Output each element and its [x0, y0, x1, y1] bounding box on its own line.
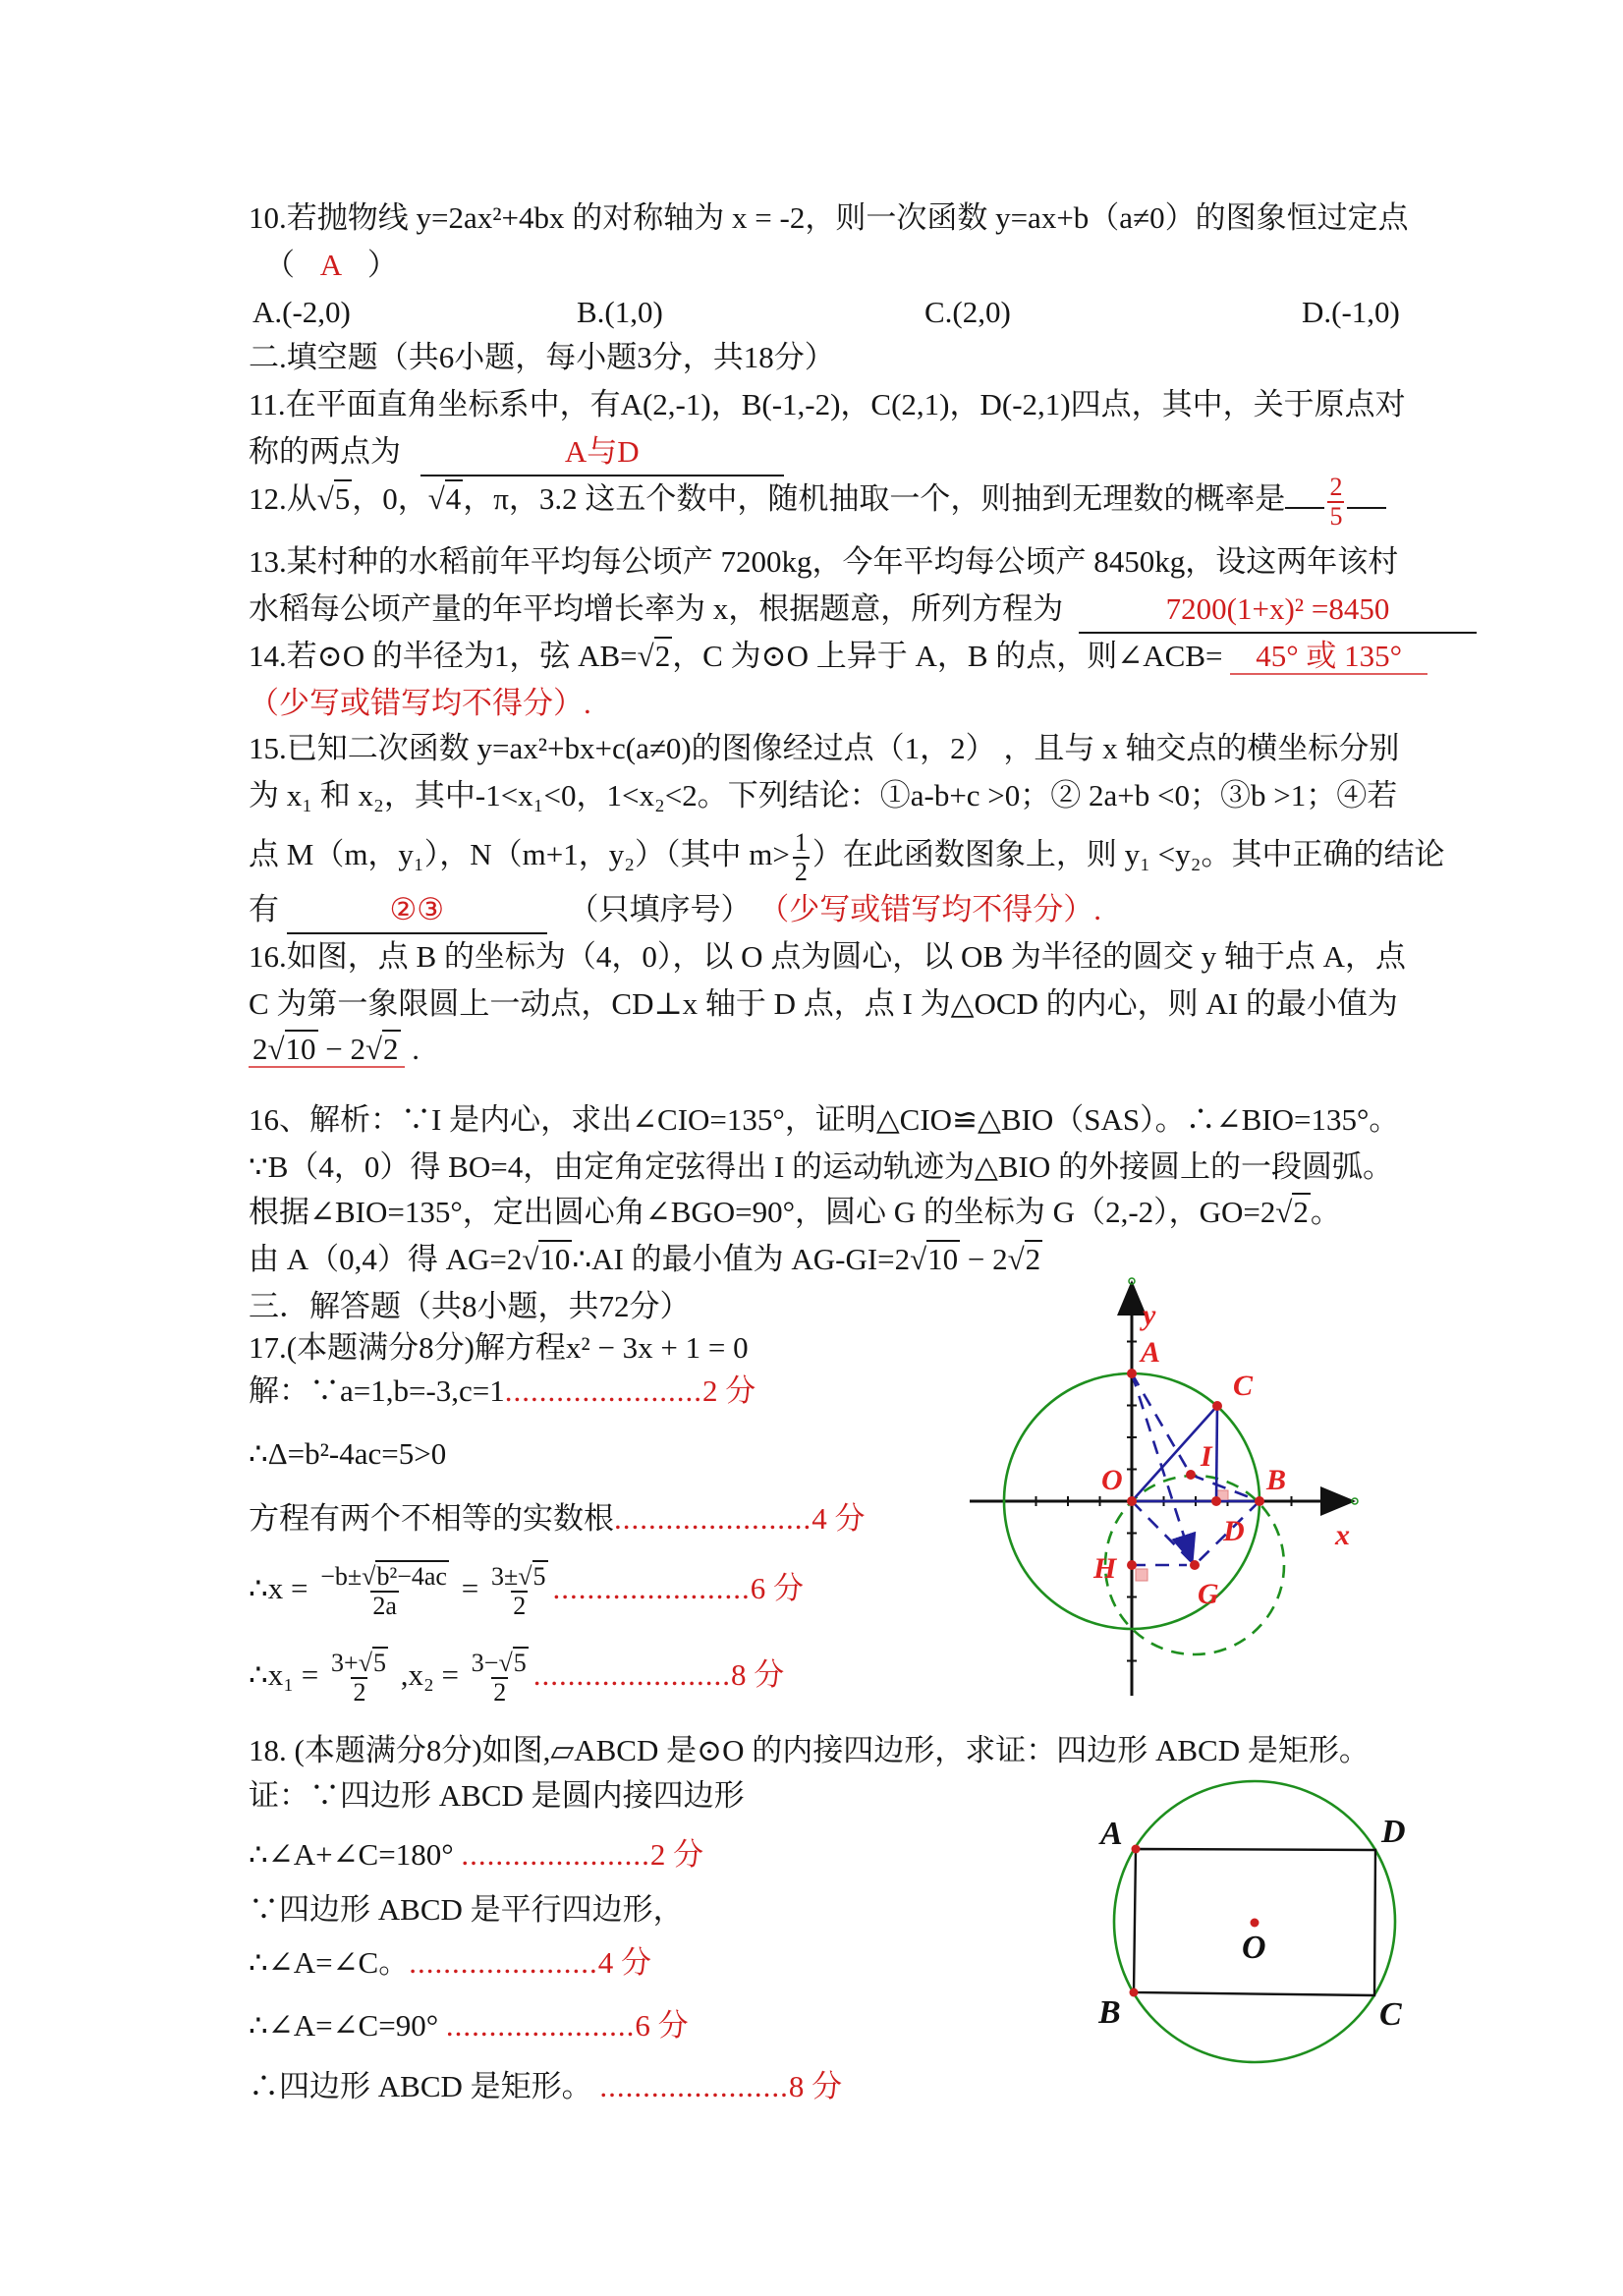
jiexi-text4c: − 2: [960, 1242, 1008, 1276]
quadratic-formula-fraction: [315, 1563, 454, 1620]
no-credit-note: [249, 680, 591, 726]
section3-header: [249, 1283, 691, 1329]
denominator: 2: [513, 1591, 527, 1620]
q16-line2: [249, 980, 1398, 1027]
q15-line4-prefix: 有: [249, 892, 279, 926]
score-label: 2 分: [702, 1373, 756, 1408]
q18-title-text: 18. (本题满分8分)如图,▱ABCD 是⊙O 的内接四边形，求证：四边形 ABCD 是矩形。: [249, 1733, 1370, 1767]
q15-line3: [249, 825, 1444, 886]
numerator: 1: [794, 827, 808, 857]
q14-line: [249, 633, 1427, 679]
sqrt-2: √2: [1275, 1195, 1309, 1229]
q16-answer-line: [249, 1024, 420, 1075]
q11-answer-blank: A与D: [420, 428, 784, 476]
q16-coordinate-figure: [958, 1258, 1380, 1705]
jiexi-line1: [249, 1096, 1399, 1143]
sqrt-2: √2: [637, 639, 671, 673]
point-label-H: H: [1093, 1552, 1117, 1585]
q10-text: 10.若抛物线 y=2ax²+4bx 的对称轴为 x = -2，则一次函数 y=ax+b（a≠0）的图象恒过定点: [249, 200, 1409, 235]
q13-line1: [249, 538, 1398, 585]
q15-line4-mid: （只填序号）: [568, 892, 752, 926]
step-text: ∴四边形 ABCD 是矩形。: [249, 2069, 592, 2103]
denominator: 5: [1329, 501, 1343, 531]
num-pre: 3−: [471, 1648, 499, 1677]
numerator: [489, 1563, 550, 1591]
axis-end-dot: [1129, 1278, 1135, 1284]
step-text: ∴Δ=b²-4ac=5>0: [249, 1436, 447, 1471]
q13-prefix: 水稻每公顷产量的年平均增长率为 x，根据题意，所列方程为: [249, 591, 1064, 626]
radicand: 10: [927, 1242, 959, 1276]
numerator: [470, 1650, 531, 1677]
jiexi-line3: [249, 1189, 1341, 1235]
step-text: ∵四边形 ABCD 是平行四边形，: [249, 1892, 684, 1927]
blank-segment: [1285, 507, 1324, 509]
q14-answer: 45° 或 135°: [1230, 639, 1427, 675]
q18-circle-figure: [1098, 1762, 1415, 2071]
jiexi-text1: 16、解析：∵I 是内心，求出∠CIO=135°，证明△CIO≌△BIO（SAS）。∴∠BIO=135°。: [249, 1102, 1400, 1137]
point-label-B: B: [1098, 1994, 1121, 2031]
q18-step1: [249, 1831, 703, 1877]
q12-answer-fraction: [1324, 474, 1347, 531]
step-text: ∴∠A=∠C。: [249, 1945, 410, 1980]
x1-fraction: [326, 1650, 393, 1707]
jiexi-text3b: 。: [1310, 1195, 1341, 1229]
q15-line1: [249, 725, 1399, 771]
q11-prefix: 称的两点为: [249, 434, 401, 469]
numerator: [329, 1650, 390, 1677]
jiexi-text2: ∵B（4，0）得 BO=4，由定角定弦得出 I 的运动轨迹为△BIO 的外接圆上的一段圆弧。: [249, 1149, 1393, 1184]
radicand: 2: [654, 639, 671, 673]
radicand: 2: [1025, 1242, 1041, 1276]
right-angle-marker-H: [1136, 1569, 1147, 1581]
point-label-A: A: [1141, 1336, 1161, 1369]
point-label-D: D: [1223, 1515, 1245, 1547]
q16-text2: C 为第一象限圆上一动点，CD⊥x 轴于 D 点，点 I 为△OCD 的内心，则 AI 的最小值为: [249, 986, 1398, 1021]
step-text: ∴∠A+∠C=180°: [249, 1837, 454, 1872]
option-b: B.(1,0): [577, 295, 663, 329]
q16-line1: [249, 933, 1406, 980]
point-label-A: A: [1100, 1816, 1123, 1852]
point-label-O: O: [1242, 1930, 1266, 1966]
option-c: C.(2,0): [924, 295, 1011, 329]
q18-step0: [249, 1772, 745, 1819]
q15-text1: 15.已知二次函数 y=ax²+bx+c(a≠0)的图像经过点（1，2） ，且与 x 轴交点的横坐标分别: [249, 731, 1400, 765]
y-axis-label: y: [1143, 1299, 1156, 1331]
sqrt-5: √5: [498, 1648, 527, 1677]
point-label-C: C: [1379, 1996, 1402, 2033]
denominator: 2: [353, 1677, 366, 1707]
center-point-O: [1251, 1919, 1259, 1928]
sqrt-discriminant: √b²−4ac: [362, 1561, 447, 1591]
score-label: 6 分: [635, 2008, 689, 2043]
sqrt-2: √2: [365, 1032, 399, 1066]
point-label-O: O: [1101, 1464, 1123, 1496]
q16-text1: 16.如图，点 B 的坐标为（4，0），以 O 点为圆心，以 OB 为半径的圆交 y 轴于点 A，点: [249, 939, 1407, 974]
coef: 2: [252, 1032, 268, 1066]
paren-open: （: [264, 248, 295, 282]
dot-leader: ......................: [461, 1837, 650, 1872]
num-pre: 3±: [490, 1561, 519, 1591]
dot-leader: ......................: [599, 2069, 789, 2103]
x2-fraction: [467, 1650, 533, 1707]
section3-text: 三．解答题（共8小题，共72分）: [249, 1289, 691, 1323]
numerator: [318, 1563, 451, 1591]
dot-leader: .......................: [504, 1373, 703, 1408]
dot-leader: .......................: [614, 1501, 812, 1536]
step-text: 方程有两个不相等的实数根: [249, 1501, 614, 1536]
score-label: 8 分: [730, 1657, 785, 1692]
radicand: 5: [334, 481, 351, 516]
q15-text2: 为 x₁ 和 x₂，其中-1<x₁<0，1<x₂<2。下列结论：①a-b+c >0；② 2a+b <0；③b >1；④若: [249, 778, 1398, 812]
period: .: [404, 1032, 420, 1066]
q15-line2: [249, 772, 1397, 818]
q11-line1: [249, 381, 1406, 427]
step-text: 解：∵a=1,b=-3,c=1: [249, 1373, 505, 1408]
q17-title-text: 17.(本题满分8分)解方程x² − 3x + 1 = 0: [249, 1330, 749, 1365]
q15-suffix: ）在此函数图象上，则 y₁ <y₂。其中正确的结论: [812, 837, 1445, 871]
step-text-mid: ,x₂ =: [400, 1657, 460, 1692]
point-label-D: D: [1381, 1814, 1406, 1850]
axis-end-dot: [1352, 1498, 1358, 1504]
blank-segment: [1347, 507, 1386, 509]
jiexi-line4: [249, 1236, 1042, 1282]
q10-answer: A: [319, 248, 343, 282]
q13-text: 13.某村种的水稻前年平均每公顷产 7200kg，今年平均每公顷产 8450kg，设这两年该村: [249, 544, 1399, 579]
minus-coef: − 2: [325, 1032, 365, 1066]
radicand: 2: [1293, 1195, 1309, 1229]
radicand: 10: [285, 1032, 316, 1066]
result-fraction: [486, 1563, 553, 1620]
q15-prefix: 点 M（m，y₁），N（m+1，y₂）（其中 m>: [249, 837, 790, 871]
radicand: 2: [383, 1032, 399, 1066]
q18-step3: [249, 1939, 651, 1986]
step-text: ∴∠A=∠C=90°: [249, 2008, 439, 2043]
q17-step4: [249, 1552, 804, 1625]
q12-mid2: ，π，3.2 这五个数中，随机抽取一个，则抽到无理数的概率是: [463, 481, 1286, 516]
score-label: 8 分: [788, 2069, 843, 2103]
score-label: 2 分: [649, 1837, 704, 1872]
num-pre: 3+: [331, 1648, 359, 1677]
point-label-G: G: [1198, 1578, 1219, 1610]
q11-text: 11.在平面直角坐标系中，有A(2,-1)，B(-1,-2)，C(2,1)，D(-2,1)四点，其中，关于原点对: [249, 387, 1406, 421]
paren-close: ）: [366, 248, 398, 282]
sqrt-10: √10: [522, 1242, 571, 1276]
q18-step2: [249, 1886, 684, 1932]
denominator: 2: [493, 1677, 507, 1707]
q16-answer: [249, 1032, 405, 1068]
q17-title: [249, 1324, 749, 1371]
q13-line2: [249, 586, 1477, 634]
point-label-C: C: [1233, 1370, 1254, 1402]
q15-line4: [249, 886, 1101, 934]
radicand: 4: [445, 481, 462, 516]
q17-step5: [249, 1639, 784, 1711]
note-text: （少写或错写均不得分）.: [249, 686, 591, 720]
score-label: 4 分: [812, 1501, 866, 1536]
dot-leader: .......................: [552, 1571, 751, 1605]
sqrt-5: √5: [316, 481, 351, 516]
step-text: 证：∵四边形 ABCD 是圆内接四边形: [249, 1778, 745, 1813]
q18-step4: [249, 2002, 689, 2048]
radicand: 5: [372, 1648, 386, 1677]
sqrt-2: √2: [1007, 1242, 1041, 1276]
q13-answer-blank: 7200(1+x)² =8450: [1079, 586, 1477, 634]
section2-header: [249, 334, 835, 380]
score-label: 6 分: [750, 1571, 805, 1605]
jiexi-line2: [249, 1144, 1393, 1190]
q14-mid: ，C 为⊙O 上异于 A，B 的点，则∠ACB=: [672, 639, 1223, 673]
radicand: 5: [513, 1648, 527, 1677]
sqrt-10: √10: [910, 1242, 959, 1276]
q15-line4-note: （少写或错写均不得分）.: [758, 892, 1101, 926]
jiexi-text3: 根据∠BIO=135°，定出圆心角∠BGO=90°，圆心 G 的坐标为 G（2,-2），GO=2: [249, 1195, 1276, 1229]
q17-step1: [249, 1368, 756, 1414]
sqrt-4: √4: [427, 481, 462, 516]
sqrt-5: √5: [358, 1648, 386, 1677]
radicand: 5: [532, 1561, 546, 1591]
dot-leader: .......................: [532, 1657, 731, 1692]
x-axis-label: x: [1335, 1519, 1350, 1551]
q10-line1: [249, 195, 1409, 241]
step-text: ∴x =: [249, 1571, 308, 1605]
radicand: b²−4ac: [376, 1561, 447, 1591]
denominator: 2: [794, 857, 808, 886]
q14-prefix: 14.若⊙O 的半径为1，弦 AB=: [249, 639, 638, 673]
step-text: ∴x₁ =: [249, 1657, 319, 1692]
q12-prefix: 12.从: [249, 481, 317, 516]
dot-leader: ......................: [445, 2008, 636, 2043]
radicand: 10: [539, 1242, 571, 1276]
option-a: A.(-2,0): [252, 295, 351, 329]
q17-step3: [249, 1495, 866, 1541]
point-label-B: B: [1266, 1464, 1287, 1496]
q18-step5: [249, 2063, 842, 2109]
denominator: 2a: [372, 1591, 397, 1620]
score-label: 4 分: [597, 1945, 651, 1980]
jiexi-text4b: ∴AI 的最小值为 AG-GI=2: [572, 1242, 911, 1276]
jiexi-text4a: 由 A（0,4）得 AG=2: [249, 1242, 523, 1276]
vertex-point-A: [1132, 1845, 1141, 1854]
point-label-I: I: [1201, 1440, 1212, 1473]
sqrt-5: √5: [518, 1561, 546, 1591]
q15-answer-blank: ②③: [287, 886, 547, 934]
option-d: D.(-1,0): [1302, 295, 1400, 329]
equals-sign: =: [461, 1571, 479, 1605]
q12-line: [249, 470, 1386, 531]
one-half-fraction: [790, 829, 812, 886]
sqrt-10: √10: [267, 1032, 316, 1066]
q12-mid1: ，0，: [352, 481, 428, 516]
numerator: 2: [1329, 472, 1343, 501]
vertex-point-B: [1130, 1988, 1139, 1997]
section2-text: 二.填空题（共6小题，每小题3分，共18分）: [249, 340, 835, 374]
q10-answer-line: [264, 242, 398, 288]
q17-step2: [249, 1430, 446, 1477]
num-pre: −b±: [320, 1561, 363, 1591]
dot-leader: ......................: [409, 1945, 598, 1980]
